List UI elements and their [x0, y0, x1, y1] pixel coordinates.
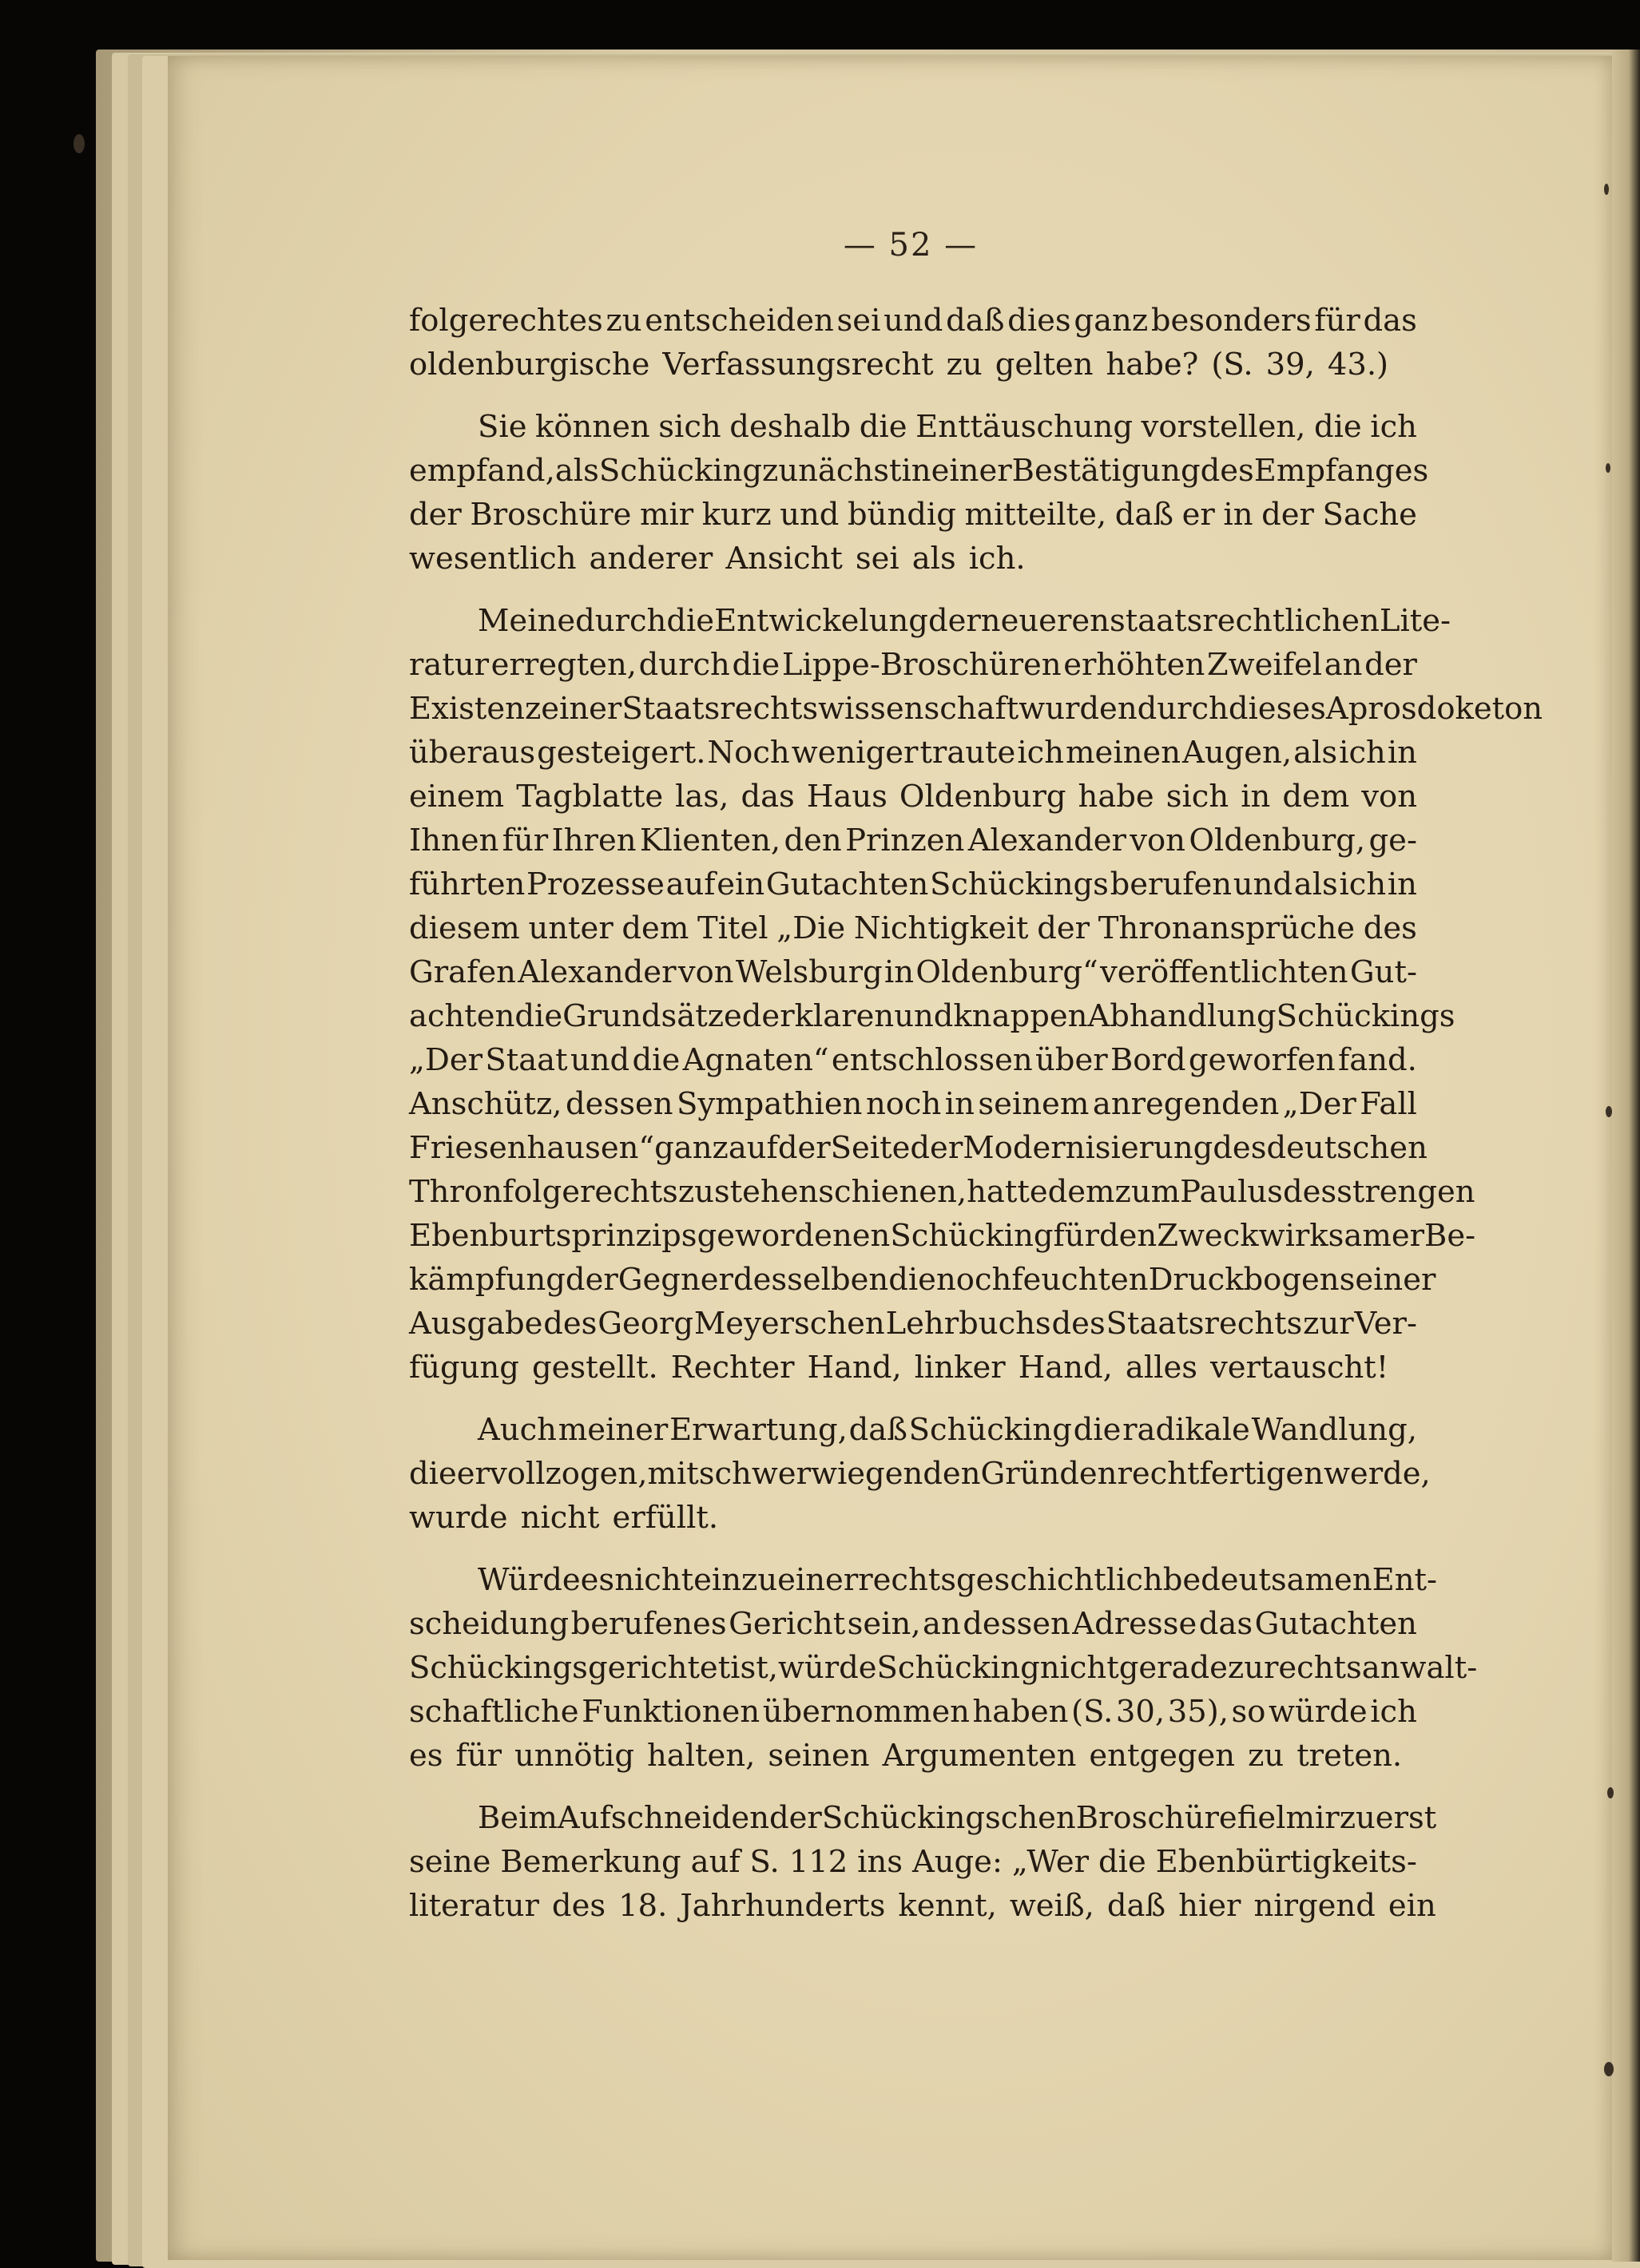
text-line: ratur erregten, durch die Lippe-Broschüren erhöhten Zweifel an der: [409, 647, 1417, 683]
text-line: Meine durch die Entwickelung der neueren staatsrechtlichen Lite-: [478, 603, 1451, 639]
text-line: der Broschüre mir kurz und bündig mitteilte, daß er in der Sache: [409, 497, 1417, 533]
text-line: Auch meiner Erwartung, daß Schücking die radikale Wandlung,: [478, 1412, 1417, 1448]
text-line: fügung gestellt. Rechter Hand, linker Hand, alles vertauscht!: [409, 1350, 1389, 1386]
body-text: [409, 299, 1543, 1928]
page-number: — 52 —: [843, 227, 979, 264]
text-line: oldenburgische Verfassungsrecht zu gelten habe? (S. 39, 43.): [409, 347, 1389, 383]
edge-mark: [1607, 1787, 1614, 1798]
text-line: Sie können sich deshalb die Enttäuschung vorstellen, die ich: [478, 409, 1417, 445]
text-line: führten Prozesse auf ein Gutachten Schückings berufen und als ich in: [409, 866, 1417, 902]
text-line: folgerechtes zu entscheiden sei und daß dies ganz besonders für das: [409, 303, 1417, 339]
text-line: Anschütz, dessen Sympathien noch in seinem anregenden „Der Fall: [409, 1086, 1417, 1122]
text-line: Friesenhausen“ ganz auf der Seite der Modernisierung des deutschen: [409, 1130, 1428, 1166]
text-line: wurde nicht erfüllt.: [409, 1500, 719, 1536]
text-line: überaus gesteigert. Noch weniger traute ich meinen Augen, als ich in: [409, 735, 1417, 771]
binding-mark: [73, 134, 85, 153]
edge-mark: [1604, 2062, 1614, 2076]
text-line: schaftliche Funktionen übernommen haben (S. 30, 35), so würde ich: [409, 1694, 1417, 1730]
text-line: achten die Grundsätze der klaren und knappen Abhandlung Schückings: [409, 998, 1455, 1034]
text-line: seine Bemerkung auf S. 112 ins Auge: „Wer die Ebenbürtigkeits-: [409, 1844, 1417, 1880]
text-line: Beim Aufschneiden der Schückingschen Broschüre fiel mir zuerst: [478, 1800, 1437, 1836]
paragraph-gap: [409, 387, 1417, 405]
text-line: Ebenburtsprinzips gewordenen Schücking für den Zweck wirksamer Be-: [409, 1218, 1476, 1254]
text-line: Existenz einer Staatsrechtswissenschaft wurden durch dieses Aprosdoketon: [409, 691, 1543, 727]
paragraph-gap: [409, 581, 1417, 599]
paragraph-gap: [409, 1778, 1417, 1796]
text-line: scheidung berufenes Gericht sein, an dessen Adresse das Gutachten: [409, 1606, 1417, 1642]
text-line: einem Tagblatte las, das Haus Oldenburg habe sich in dem von: [409, 779, 1417, 815]
text-line: Ausgabe des Georg Meyerschen Lehrbuchs des Staatsrechts zur Ver-: [409, 1306, 1417, 1342]
text-line: Thronfolgerechts zu stehen schienen, hatte dem zum Paulus des strengen: [409, 1174, 1475, 1210]
text-line: „Der Staat und die Agnaten“ entschlossen über Bord geworfen fand.: [409, 1042, 1417, 1078]
paragraph-gap: [409, 1540, 1417, 1558]
text-line: Grafen Alexander von Welsburg in Oldenburg“ veröffentlichten Gut-: [409, 954, 1417, 990]
text-line: die er vollzogen, mit schwerwiegenden Gründen rechtfertigen werde,: [409, 1456, 1431, 1492]
paragraph-gap: [409, 1390, 1417, 1408]
text-line: kämpfung der Gegner desselben die noch feuchten Druckbogen seiner: [409, 1262, 1436, 1298]
page-right-edge: [1612, 50, 1640, 2262]
text-line: Würde es nicht ein zu einer rechtsgeschichtlich bedeutsamen Ent-: [478, 1562, 1438, 1598]
text-line: diesem unter dem Titel „Die Nichtigkeit der Thronansprüche des: [409, 910, 1417, 946]
edge-mark: [1606, 1106, 1612, 1117]
text-line: es für unnötig halten, seinen Argumenten entgegen zu treten.: [409, 1738, 1403, 1774]
text-line: literatur des 18. Jahrhunderts kennt, weiß, daß hier nirgend ein: [409, 1888, 1436, 1924]
text-line: Schückings gerichtet ist, würde Schücking nicht geradezu rechtsanwalt-: [409, 1650, 1478, 1686]
text-line: Ihnen für Ihren Klienten, den Prinzen Alexander von Oldenburg, ge-: [409, 823, 1417, 858]
edge-mark: [1606, 463, 1610, 473]
edge-mark: [1604, 184, 1609, 195]
text-line: empfand, als Schücking zunächst in einer Bestätigung des Empfanges: [409, 453, 1429, 489]
text-line: wesentlich anderer Ansicht sei als ich.: [409, 541, 1026, 577]
